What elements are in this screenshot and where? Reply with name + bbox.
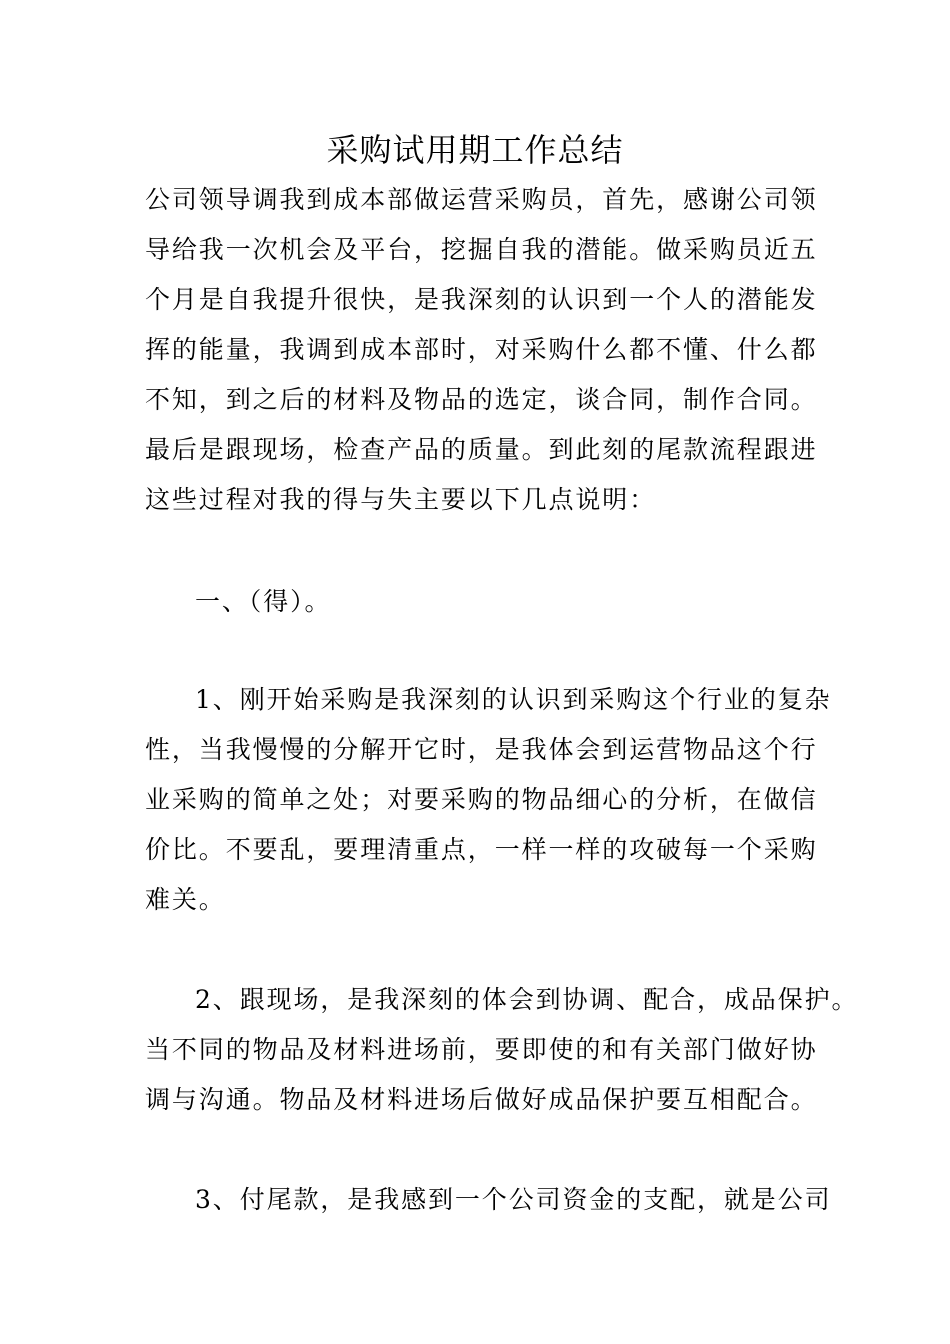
intro-line-6: 最后是跟现场，检查产品的质量。到此刻的尾款流程跟进 [145,435,818,464]
point1-line-5: 难关。 [145,885,226,914]
point3-line-1: 3、付尾款，是我感到一个公司资金的支配，就是公司 [195,1185,832,1214]
intro-line-2: 导给我一次机会及平台，挖掘自我的潜能。做采购员近五 [145,235,818,264]
point1-line-2: 性，当我慢慢的分解开它时，是我体会到运营物品这个行 [145,735,818,764]
intro-line-4: 挥的能量，我调到成本部时，对采购什么都不懂、什么都 [145,335,818,364]
point1-line-4: 价比。不要乱，要理清重点，一样一样的攻破每一个采购 [145,835,818,864]
intro-line-3: 个月是自我提升很快，是我深刻的认识到一个人的潜能发 [145,285,818,314]
point2-line-3: 调与沟通。物品及材料进场后做好成品保护要互相配合。 [145,1085,818,1114]
point1-line-1: 1、刚开始采购是我深刻的认识到采购这个行业的复杂 [195,685,832,714]
intro-line-7: 这些过程对我的得与失主要以下几点说明： [145,485,657,514]
document-title: 采购试用期工作总结 [326,131,624,169]
point1-line-3: 业采购的简单之处；对要采购的物品细心的分析，在做信 [145,785,818,814]
intro-line-5: 不知，到之后的材料及物品的选定，谈合同，制作合同。 [145,385,818,414]
point2-line-2: 当不同的物品及材料进场前，要即使的和有关部门做好协 [145,1035,818,1064]
section-heading: 一、（得）。 [195,587,332,616]
point2-line-1: 2、跟现场，是我深刻的体会到协调、配合，成品保护。 [195,985,859,1014]
intro-line-1: 公司领导调我到成本部做运营采购员，首先，感谢公司领 [145,185,818,214]
